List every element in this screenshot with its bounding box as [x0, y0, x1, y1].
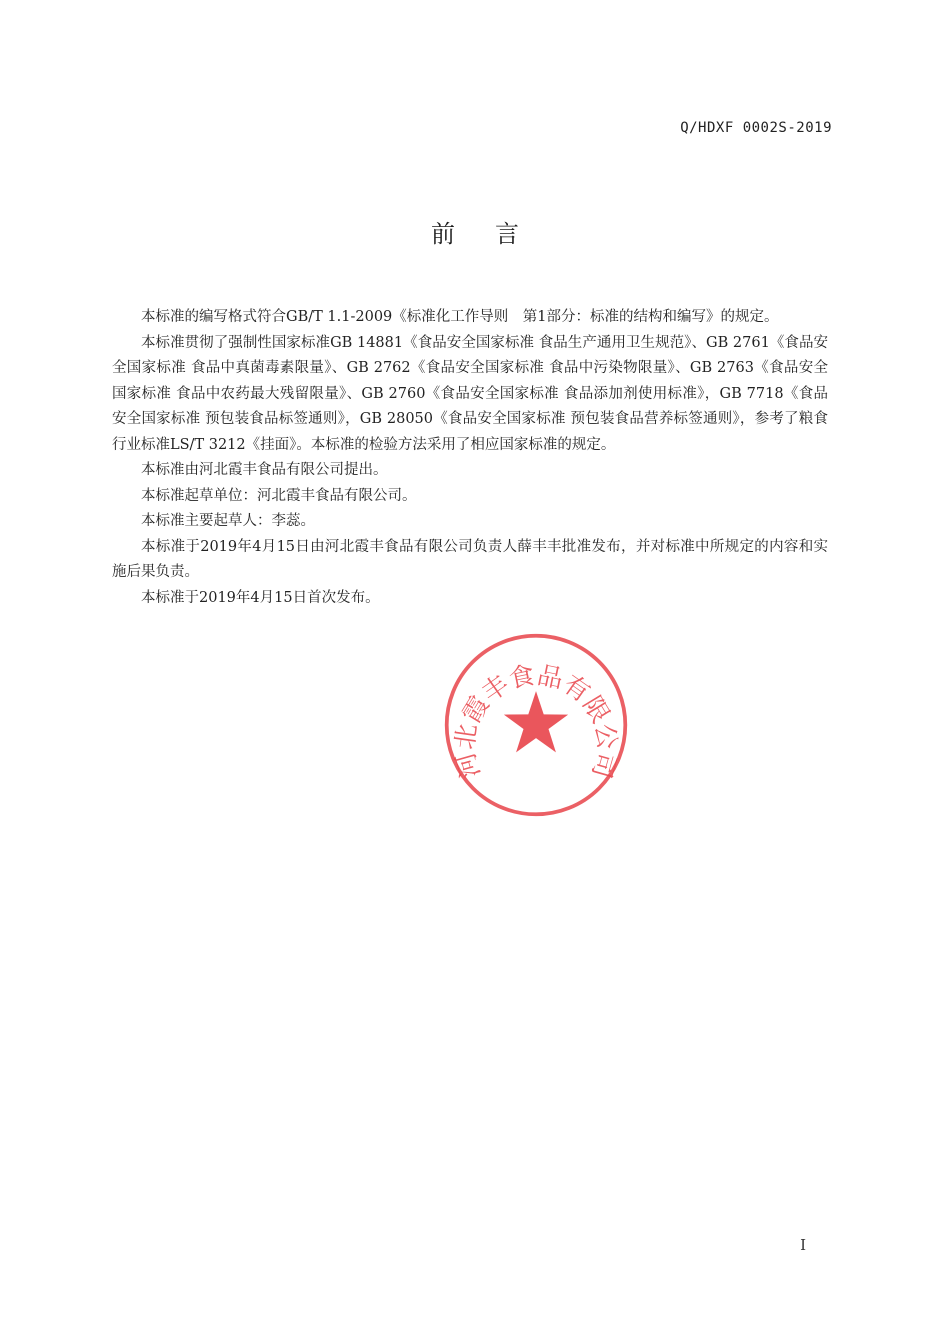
paragraph-approval: 本标准于2019年4月15日由河北霞丰食品有限公司负责人薛丰丰批准发布，并对标准中所规定的内容和实施后果负责。: [112, 538, 828, 580]
paragraph-first-release: 本标准于2019年4月15日首次发布。: [141, 589, 380, 606]
paragraph-proposer: 本标准由河北霞丰食品有限公司提出。: [141, 462, 388, 478]
paragraph-drafting-unit: 本标准起草单位：河北霞丰食品有限公司。: [141, 487, 417, 504]
seal-text: 河北霞丰食品有限公司: [449, 659, 623, 782]
seal-star-icon: [504, 691, 568, 752]
paragraph-drafter: 本标准主要起草人：李蕊。: [141, 513, 315, 529]
paragraph-standards: 本标准贯彻了强制性国家标准GB 14881《食品安全国家标准 食品生产通用卫生规范》、GB 2761《食品安全国家标准 食品中真菌毒素限量》、GB 2762《食品安全国家标准 食品中污染物限量》、GB 2763《食品安全国家标准 食品中农药最大残留限量》、GB 2760《食品安全国家标准 食品添加剂使用标准》，GB 7718《食品安全国家标准 预包装食品标签通则》，GB 28050《食品安全国家标准 预包装食品营养标签通则》，参考了粮食行业标准LS/T 3212《挂面》。本标准的检验方法采用了相应国家标准的规定。: [112, 334, 828, 453]
page-number: I: [800, 1236, 806, 1254]
paragraph-format: 本标准的编写格式符合GB/T 1.1-2009《标准化工作导则 第1部分：标准的结构和编写》的规定。: [141, 309, 779, 325]
foreword-body: [112, 305, 828, 611]
company-seal: [442, 631, 630, 819]
standard-code: Q/HDXF 0002S-2019: [680, 120, 832, 136]
page-title: 前言: [431, 220, 559, 248]
